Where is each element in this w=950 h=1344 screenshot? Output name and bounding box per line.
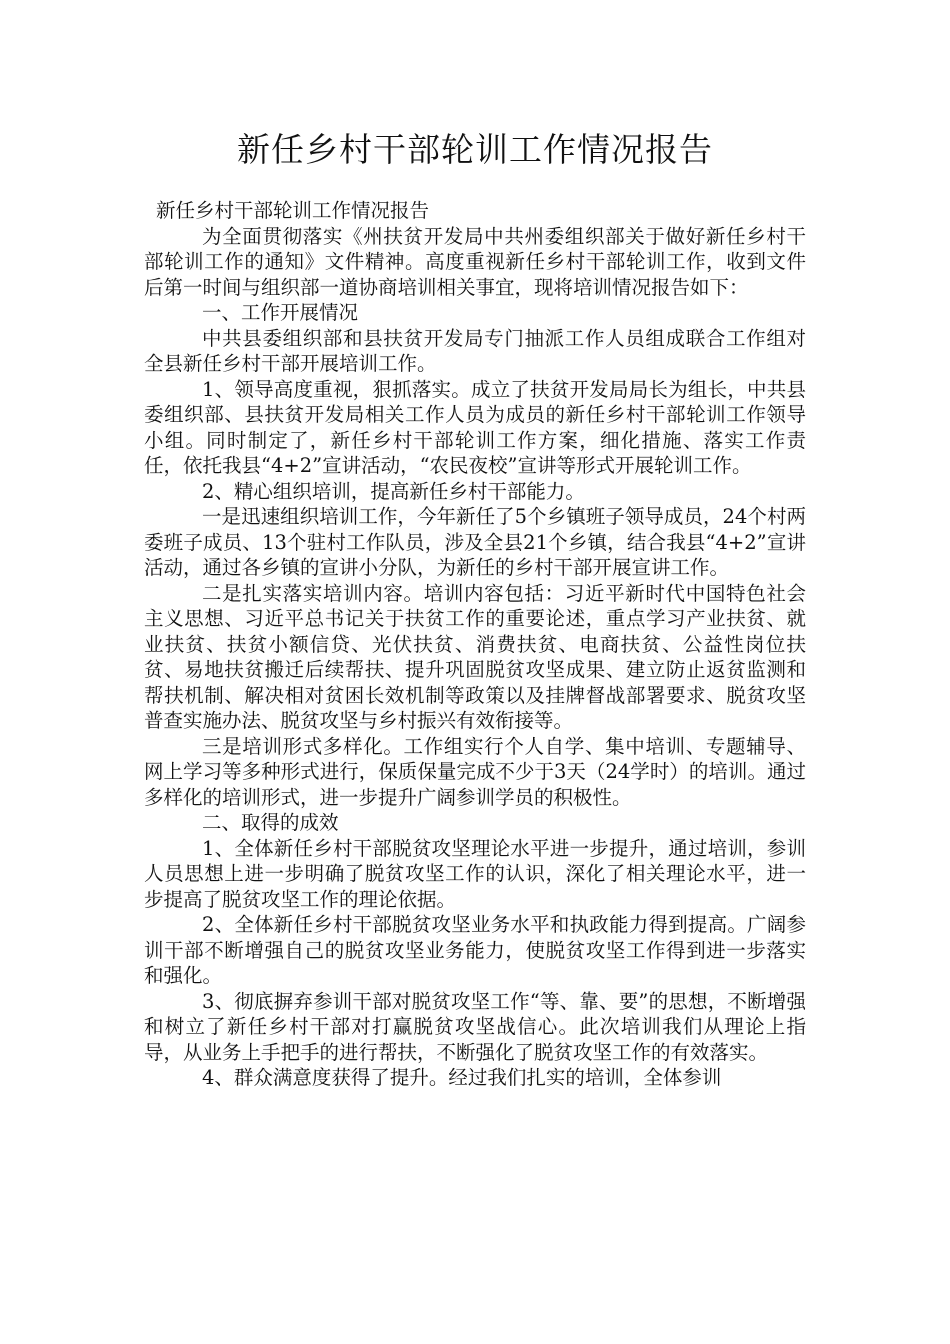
paragraph: 一、工作开展情况 [202,301,359,324]
paragraph: 1、领导高度重视，狠抓落实。成立了扶贫开发局局长为组长，中共县委组织部、县扶贫开发局相关工作人员为成员的新任乡村干部轮训工作领导小组。同时制定了，新任乡村干部轮训工作方案，细化措施、落实工作责任，依托我县“4+2”宣讲活动，“农民夜校”宣讲等形式开展轮训工作。 [144,377,806,477]
paragraph: 3、彻底摒弃参训干部对脱贫攻坚工作“等、靠、要”的思想，不断增强和树立了新任乡村干部对打赢脱贫攻坚战信心。此次培训我们从理论上指导，从业务上手把手的进行帮扶，不断强化了脱贫攻坚工作的有效落实。 [144,989,806,1064]
paragraph: 二、取得的成效 [202,811,339,834]
paragraph: 1、全体新任乡村干部脱贫攻坚理论水平进一步提升，通过培训，参训人员思想上进一步明确了脱贫攻坚工作的认识，深化了相关理论水平，进一步提高了脱贫攻坚工作的理论依据。 [144,836,806,911]
paragraph: 三是培训形式多样化。工作组实行个人自学、集中培训、专题辅导、网上学习等多种形式进行，保质保量完成不少于3天（24学时）的培训。通过多样化的培训形式，进一步提升广阔参训学员的积极性。 [144,734,806,809]
paragraph: 2、全体新任乡村干部脱贫攻坚业务水平和执政能力得到提高。广阔参训干部不断增强自己的脱贫攻坚业务能力，使脱贫攻坚工作得到进一步落实和强化。 [144,913,806,987]
paragraph: 二是扎实落实培训内容。培训内容包括：习近平新时代中国特色社会主义思想、习近平总书记关于扶贫工作的重要论述，重点学习产业扶贫、就业扶贫、扶贫小额信贷、光伏扶贫、消费扶贫、电商扶贫、公益性岗位扶贫、易地扶贫搬迁后续帮扶、提升巩固脱贫攻坚成果、建立防止返贫监测和帮扶机制、解决相对贫困长效机制等政策以及挂牌督战部署要求、脱贫攻坚普查实施办法、脱贫攻坚与乡村振兴有效衔接等。 [144,581,806,732]
paragraph: 中共县委组织部和县扶贫开发局专门抽派工作人员组成联合工作组对全县新任乡村干部开展培训工作。 [144,326,806,375]
document-body [144,198,806,1091]
document-title: 新任乡村干部轮训工作情况报告 [237,130,713,169]
paragraph: 2、精心组织培训，提高新任乡村干部能力。 [202,479,585,503]
paragraph: 4、群众满意度获得了提升。经过我们扎实的培训，全体参训 [202,1066,722,1089]
paragraph: 一是迅速组织培训工作，今年新任了5个乡镇班子领导成员，24个村两委班子成员、13个驻村工作队员，涉及全县21个乡镇，结合我县“4+2”宣讲活动，通过各乡镇的宣讲小分队，为新任的乡村干部开展宣讲工作。 [144,505,806,579]
paragraph: 新任乡村干部轮训工作情况报告 [156,199,430,222]
paragraph: 为全面贯彻落实《州扶贫开发局中共州委组织部关于做好新任乡村干部轮训工作的通知》文件精神。高度重视新任乡村干部轮训工作，收到文件后第一时间与组织部一道协商培训相关事宜，现将培训情况报告如下： [144,224,806,299]
